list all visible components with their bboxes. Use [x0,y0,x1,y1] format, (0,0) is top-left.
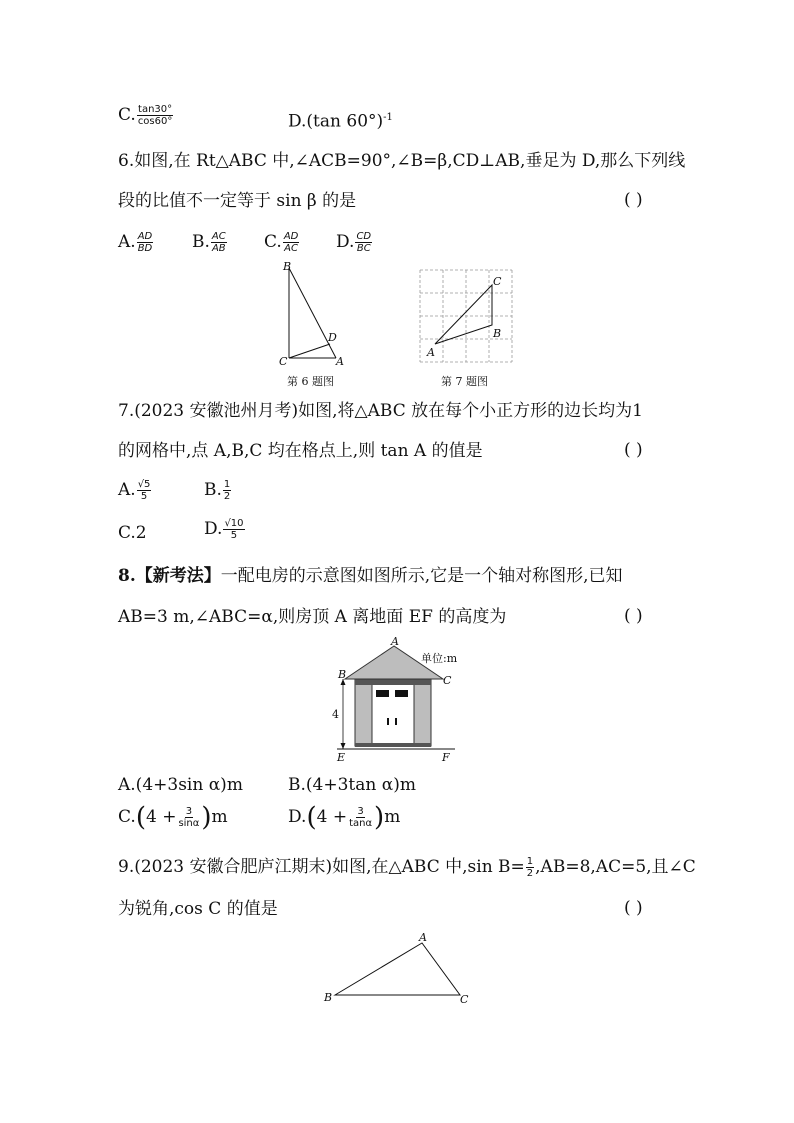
denominator: BC [356,243,371,254]
numerator: AD [137,231,153,242]
q7-option-d [204,518,246,541]
floor-band [355,743,431,747]
q7-figure-caption: 第 7 题图 [441,375,488,388]
label-a: A [336,355,344,368]
q6-option-d [336,231,373,254]
option-label: D. [204,519,223,539]
denominator: 2 [223,491,231,502]
numerator: 1 [223,479,231,490]
q9-figure [318,928,478,1013]
option-label: C. [264,232,282,252]
option-label: C. [118,807,136,827]
q8-option-d: D.(4 + $\frac{3}{\tan\alpha}$ )m [288,802,401,833]
label-c: C [493,275,502,288]
q7-option-b [204,479,232,502]
q7-option-c: C.2 [118,523,147,543]
q8-option-b: B.(4+3tan α)m [288,775,416,795]
triangle-abc [435,285,492,344]
unit: m [384,807,401,827]
fraction [137,231,154,254]
q7-option-a [118,479,152,502]
unit: m [211,807,228,827]
label-d: D [328,331,337,344]
fraction [137,479,152,502]
denominator: AC [284,243,298,254]
option-label: A. [118,232,136,252]
label-a: A [391,635,399,648]
label-c: C [460,993,469,1006]
q8-option-a: A.(4+3sin α)m [118,775,243,795]
q8-stem-line2: AB=3 m,∠ABC=α,则房顶 A 离地面 EF 的高度为 [118,607,507,627]
new-method-tag: 8.【新考法】 [118,566,221,586]
label-b: B [324,991,333,1004]
q6-option-b [192,231,228,254]
q9-stem-line2: 为锐角,cos C 的值是 [118,899,278,919]
denominator: 2 [526,868,534,879]
q7-figure [415,265,520,365]
fraction [283,231,300,254]
q6-option-c [264,231,300,254]
expr-prefix: 4 + [145,807,177,827]
q9-stem-line1 [118,856,696,879]
q5-option-c [118,104,174,127]
option-text: D.(tan 60°) [288,111,384,132]
q6-figure-caption: 第 6 题图 [287,375,334,388]
handle-left [387,718,389,725]
q6-stem-line2: 段的比值不一定等于 sin β 的是 [118,191,357,211]
window-left [376,690,389,697]
numerator: AD [283,231,299,242]
denominator: tanα [349,818,373,829]
q7-stem-line1: 7.(2023 安徽池州月考)如图,将△ABC 放在每个小正方形的边长均为1 [118,401,643,421]
q6-option-a [118,231,154,254]
q9-answer-paren: ( ) [624,898,643,918]
fraction [355,231,372,254]
denominator: BD [137,243,153,254]
numerator: 3 [185,806,193,817]
fraction [223,479,231,502]
stem-text: 9.(2023 安徽合肥庐江期末)如图,在△ABC 中,sin B= [118,857,525,877]
door-panel [372,678,414,746]
exponent: -1 [383,112,393,123]
q6-figure [270,258,360,368]
denominator: sinα [178,818,200,829]
numerator: tan30° [138,104,173,115]
window-right [395,690,408,697]
denominator: 5 [230,530,238,541]
handle-right [395,718,397,725]
option-label: B. [204,480,222,500]
height-label: 4 [332,708,339,721]
fraction [137,104,174,127]
fraction [211,231,227,254]
q5-option-d [288,107,393,133]
denominator: 5 [140,491,148,502]
triangle-abc [335,943,460,995]
expr-prefix: 4 + [316,807,348,827]
q7-stem-line2: 的网格中,点 A,B,C 均在格点上,则 tan A 的值是 [118,441,483,461]
q6-stem-line1: 6.如图,在 Rt△ABC 中,∠ACB=90°,∠B=β,CD⊥AB,垂足为 D,那么下列线 [118,151,686,171]
unit-label: 单位:m [421,652,458,665]
label-f: F [442,751,450,764]
option-label: A. [118,480,136,500]
option-label: C. [118,105,136,125]
numerator: √5 [137,479,151,490]
denominator: cos60° [137,116,173,127]
denominator: AB [211,243,226,254]
label-a: A [427,346,435,359]
fraction [526,856,534,879]
option-label: D. [288,807,307,827]
q8-figure [325,634,475,764]
label-b: B [493,327,502,340]
q7-answer-paren: ( ) [624,440,643,460]
numerator: 1 [526,856,534,867]
stem-text: 一配电房的示意图如图所示,它是一个轴对称图形,已知 [220,566,623,586]
label-c: C [443,674,452,687]
altitude-cd [289,344,330,358]
fraction [177,806,200,829]
q8-answer-paren: ( ) [624,606,643,626]
numerator: √10 [224,518,244,529]
option-label: B. [192,232,210,252]
stem-text: ,AB=8,AC=5,且∠C [535,857,696,877]
numerator: CD [356,231,372,242]
q8-stem-line1 [118,565,623,587]
numerator: 3 [357,806,364,817]
label-a: A [419,931,427,944]
label-b: B [338,668,347,681]
label-e: E [337,751,346,764]
fraction [223,518,244,541]
numerator: AC [211,231,226,242]
option-label: D. [336,232,355,252]
q6-answer-paren: ( ) [624,190,643,210]
label-c: C [279,355,288,368]
fraction [348,806,373,829]
q8-option-c: C.(4 + $\frac{3}{\sin\alpha}$ )m [118,802,228,833]
label-b: B [283,260,292,273]
